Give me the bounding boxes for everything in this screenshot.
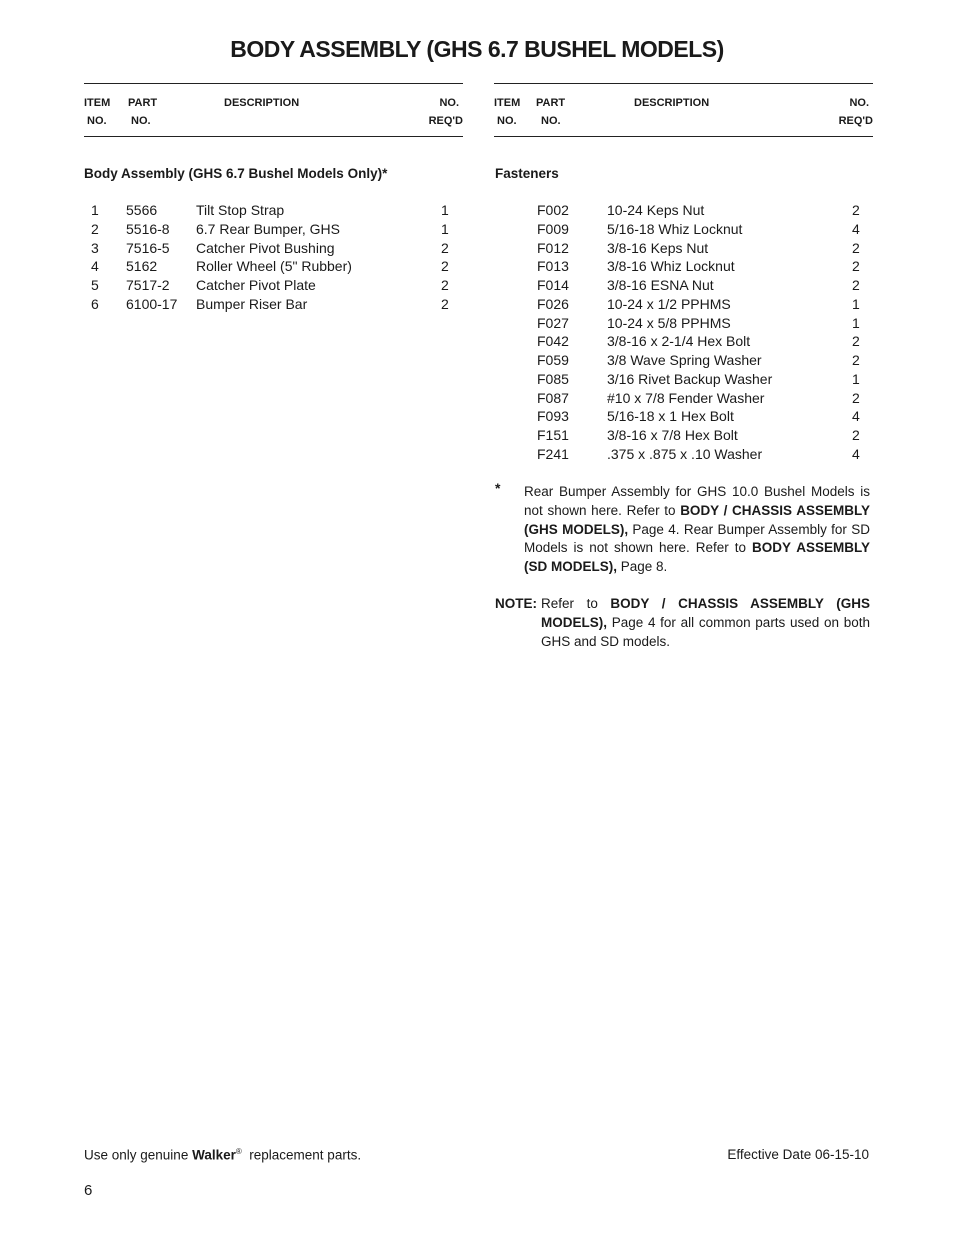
part-number: F009	[537, 220, 569, 237]
table-row	[494, 426, 873, 445]
part-number: F151	[537, 427, 569, 443]
part-description: 3/8 Wave Spring Washer	[607, 352, 762, 368]
part-description: 3/8-16 x 2-1/4 Hex Bolt	[607, 333, 751, 350]
part-number: F026	[537, 295, 569, 312]
table-row	[494, 407, 873, 426]
header-item-no: NO.	[497, 115, 517, 127]
quantity: 1	[852, 370, 860, 387]
part-number: 6100-17	[126, 295, 178, 312]
table-row	[494, 276, 873, 295]
table-row	[84, 276, 463, 295]
footnote-text-2: Page 4. Rear Bumper Assembly for SD Models is not shown here. Refer to	[524, 521, 870, 556]
quantity: 4	[852, 445, 860, 462]
part-number: 7517-2	[126, 277, 170, 293]
part-number: 7516-5	[126, 239, 170, 256]
footer-genuine-parts	[84, 1147, 361, 1163]
quantity: 2	[852, 389, 860, 406]
part-number: 5162	[126, 258, 158, 275]
header-item-no: NO.	[87, 115, 107, 127]
item-number: 3	[91, 239, 99, 256]
footnote-asterisk: *	[495, 480, 501, 496]
header-part: PART	[128, 97, 158, 109]
part-description: Roller Wheel (5" Rubber)	[196, 258, 352, 275]
table-row	[84, 257, 463, 276]
header-description: DESCRIPTION	[224, 97, 300, 109]
part-description: 3/8-16 Keps Nut	[607, 239, 709, 256]
footnote-ref-sd: BODY ASSEMBLY (SD MODELS),	[524, 540, 870, 575]
footnote-text-1: Rear Bumper Assembly for GHS 10.0 Bushel Models is not shown here. Refer to	[524, 484, 870, 518]
table-row	[84, 239, 463, 258]
registered-mark: ®	[235, 1147, 242, 1156]
part-description: Catcher Pivot Plate	[196, 277, 316, 293]
part-description: 3/16 Rivet Backup Washer	[607, 370, 773, 387]
quantity: 2	[852, 427, 860, 443]
note-text-2: Page 4 for all common parts used on both GHS and SD models.	[541, 614, 870, 649]
quantity: 2	[441, 295, 449, 312]
footer-text-1: Use only genuine	[84, 1147, 193, 1163]
footnote-text-3: Page 8.	[617, 559, 668, 575]
effective-date: Effective Date 06-15-10	[727, 1147, 869, 1162]
table-row	[494, 201, 873, 220]
header-qty-reqd: REQ'D	[428, 115, 463, 127]
header-description: DESCRIPTION	[634, 97, 710, 109]
header-part: PART	[536, 97, 566, 109]
note-ref: BODY / CHASSIS ASSEMBLY (GHS MODELS),	[541, 596, 870, 630]
part-number: F002	[537, 202, 569, 218]
quantity: 2	[852, 352, 860, 368]
part-number: F085	[537, 370, 569, 387]
table-row	[494, 314, 873, 333]
part-description: Bumper Riser Bar	[196, 295, 308, 312]
item-number: 2	[91, 220, 99, 237]
quantity: 1	[441, 220, 449, 237]
part-number: F027	[537, 314, 569, 331]
footnote-text	[524, 483, 870, 577]
table-row	[84, 295, 463, 314]
quantity: 4	[852, 408, 860, 425]
table-row	[494, 295, 873, 314]
part-description: Tilt Stop Strap	[196, 202, 285, 218]
header-qty: NO.	[439, 97, 459, 109]
brand-name: Walker	[192, 1147, 236, 1163]
table-row	[494, 332, 873, 351]
part-number: 5566	[126, 202, 158, 218]
quantity: 2	[852, 202, 860, 218]
table-row	[494, 220, 873, 239]
quantity: 2	[852, 333, 860, 350]
note-text-1: Refer to	[541, 596, 611, 611]
part-number: F012	[537, 239, 569, 256]
quantity: 1	[852, 295, 860, 312]
part-description: .375 x .875 x .10 Washer	[607, 445, 763, 462]
header-part-no: NO.	[541, 115, 561, 127]
quantity: 2	[852, 239, 860, 256]
quantity: 2	[852, 277, 860, 293]
fasteners-parts-list	[494, 201, 873, 464]
quantity: 1	[441, 202, 449, 218]
footnote-ref-ghs: BODY / CHASSIS ASSEMBLY (GHS MODELS),	[524, 502, 870, 537]
note-text	[541, 595, 870, 651]
part-number: F087	[537, 389, 569, 406]
part-description: 3/8-16 ESNA Nut	[607, 277, 714, 293]
part-description: 3/8-16 Whiz Locknut	[607, 258, 735, 275]
part-number: F241	[537, 445, 569, 462]
header-part-no: NO.	[131, 115, 151, 127]
body-assembly-section-title: Body Assembly (GHS 6.7 Bushel Models Only)*	[84, 166, 388, 181]
table-row	[494, 389, 873, 408]
fasteners-section-title: Fasteners	[495, 166, 559, 181]
page-number: 6	[84, 1182, 93, 1199]
part-description: 5/16-18 x 1 Hex Bolt	[607, 408, 734, 425]
quantity: 2	[441, 239, 449, 256]
header-qty: NO.	[849, 97, 869, 109]
left-table-header	[84, 83, 463, 137]
part-description: 10-24 x 1/2 PPHMS	[607, 295, 731, 312]
table-row	[84, 220, 463, 239]
quantity: 1	[852, 314, 860, 331]
part-description: 5/16-18 Whiz Locknut	[607, 220, 743, 237]
part-number: F013	[537, 258, 569, 275]
table-row	[494, 370, 873, 389]
table-row	[494, 445, 873, 464]
part-description: 6.7 Rear Bumper, GHS	[196, 220, 340, 237]
part-number: F093	[537, 408, 569, 425]
page-title: BODY ASSEMBLY (GHS 6.7 BUSHEL MODELS)	[230, 36, 724, 62]
item-number: 4	[91, 258, 99, 275]
part-number: F059	[537, 352, 569, 368]
quantity: 2	[441, 277, 449, 293]
part-description: Catcher Pivot Bushing	[196, 239, 335, 256]
header-qty-reqd: REQ'D	[838, 115, 873, 127]
quantity: 4	[852, 220, 860, 237]
part-description: 10-24 x 5/8 PPHMS	[607, 314, 731, 331]
header-item: ITEM	[494, 97, 521, 109]
part-number: 5516-8	[126, 220, 170, 237]
item-number: 5	[91, 277, 99, 293]
table-row	[84, 201, 463, 220]
body-assembly-parts-list	[84, 201, 463, 314]
quantity: 2	[441, 258, 449, 275]
note-label: NOTE:	[495, 596, 537, 611]
table-row	[494, 351, 873, 370]
part-number: F014	[537, 277, 569, 293]
table-row	[494, 257, 873, 276]
footer-text-2: replacement parts.	[241, 1147, 362, 1163]
header-item: ITEM	[84, 97, 111, 109]
part-number: F042	[537, 333, 569, 350]
right-table-header	[494, 83, 873, 137]
part-description: 3/8-16 x 7/8 Hex Bolt	[607, 427, 738, 443]
item-number: 6	[91, 295, 99, 312]
part-description: #10 x 7/8 Fender Washer	[607, 389, 765, 406]
part-description: 10-24 Keps Nut	[607, 202, 705, 218]
item-number: 1	[91, 202, 99, 218]
table-row	[494, 239, 873, 258]
quantity: 2	[852, 258, 860, 275]
